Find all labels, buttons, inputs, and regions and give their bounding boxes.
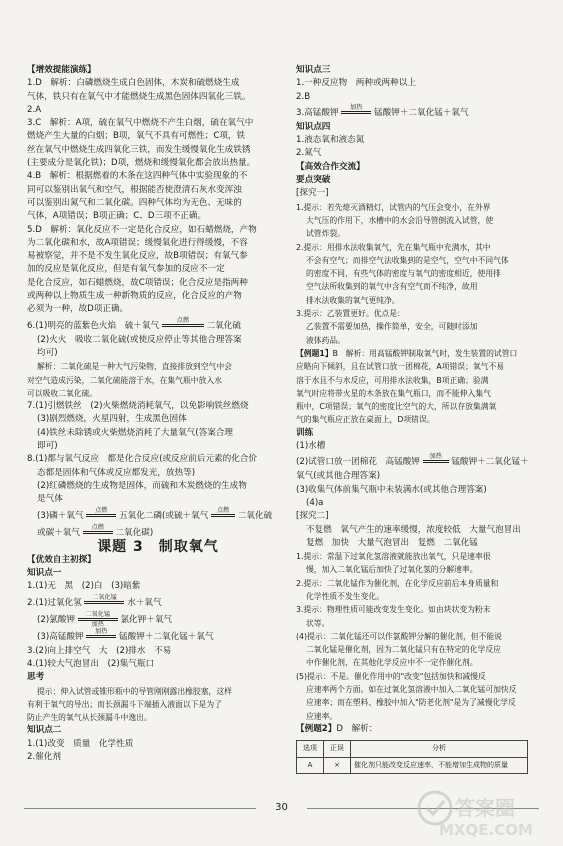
answer-line: 必须为一种，故D项正确。 — [27, 304, 129, 315]
explanation-line: 二氧化锰是催化剂，因为二氧化锰只有在特定的化学反应 — [306, 645, 501, 655]
answer-line: 1.一种反应物 两种或两种以上 — [296, 78, 416, 89]
answer-line: 可以鉴别出氮气和二氧化碳。四种气体均为无色、无味的 — [27, 197, 242, 208]
answer-line: 3.C 解析：A项，硫在氧气中燃烧不产生白烟，硫在氧气中 — [27, 118, 254, 129]
reaction-arrow — [83, 524, 113, 541]
example-text: D 解析： — [336, 723, 378, 734]
explanation-line: 液体药品。 — [306, 335, 345, 345]
answer-line: 气体，A项错误；B项正确；C、D三项不正确。 — [27, 211, 207, 222]
answer-line — [27, 628, 289, 645]
subsection-heading: 训练 — [296, 427, 314, 438]
answer-line — [27, 611, 289, 628]
knowledge-point-heading: 知识点一 — [27, 568, 62, 579]
answer-line: 氧气(或其他合理答案) — [296, 471, 381, 482]
answer-line: 丝在氧气中燃烧生成四氧化三铁，而发生缓慢氧化生成铁锈 — [27, 144, 251, 155]
answer-line: 2.氮气 — [296, 148, 322, 159]
answer-text: (3)高锰酸钾 — [37, 631, 84, 642]
answer-line: (1)水槽 — [296, 441, 326, 452]
table-row — [297, 757, 528, 773]
condition-text: 二氧化锰 — [92, 593, 117, 601]
explanation-line: 化学性质不发生变化。 — [306, 591, 384, 601]
answer-line: (4)铁丝未除锈或火柴燃烧消耗了大量氧气(答案合理 — [37, 427, 233, 438]
answer-line: 7.(1)引燃铁丝 (2)火柴燃烧消耗氧气，以免影响铁丝燃烧 — [27, 401, 249, 412]
condition-blank — [162, 327, 204, 334]
condition-text: 点燃 — [216, 506, 230, 514]
explanation-line: 不会有空气；而排空气法收集到的是空气，空气中不同气体 — [306, 255, 509, 265]
answer-text: (2)氯酸钾 — [37, 614, 75, 625]
knowledge-point-heading: 知识点二 — [27, 725, 62, 736]
answer-line: 气体，铁只有在氧气中才能燃烧生成黑色固体四氧化三铁。 — [27, 91, 251, 102]
left-column — [27, 64, 289, 764]
answer-line — [27, 317, 289, 334]
answer-line: 1.(1)改变 质量 化学性质 — [27, 738, 134, 749]
svg-text:答案圈: 答案圈 — [455, 796, 515, 820]
answer-line: 8.(1)都与氧气反应 都是化合反应(或反应前后元素的化合价 — [27, 454, 257, 465]
condition-blank — [423, 463, 449, 470]
answer-line: 易被察觉，并不是不发生氧化反应，故B项错误；有氧气参 — [27, 251, 248, 262]
answer-line: 复燃 加快 大量气泡冒出 复燃 二氧化锰 — [306, 537, 478, 548]
answer-text: 6.(1)明亮的蓝紫色火焰 硫＋氧气 — [27, 320, 160, 331]
explanation-line: 的密度不同，有些气体的密度与氧气的密度相近，使用排 — [306, 269, 501, 279]
explanation-line: (5)提示：不是。催化作用中的"改变"包括加快和减慢反 — [296, 671, 486, 681]
condition-text: 加热 — [350, 103, 363, 111]
answer-line: 态都是固体和气体或反应都发光，放热等) — [37, 467, 196, 478]
answer-line: (3)剧烈燃烧，火星四射，生成黑色固体 — [37, 414, 187, 425]
answer-line: 1.液态氧和液态氮 — [296, 135, 365, 146]
reaction-arrow — [86, 628, 116, 645]
answer-line: 燃烧产生大量的白烟；B项，氧气不具有可燃性；C项，铁 — [27, 131, 246, 142]
explanation-line: 气的集气瓶应正放在桌面上，D项错误。 — [296, 415, 435, 425]
condition-blank — [84, 604, 124, 611]
answer-text: 2.(1)过氧化氢 — [27, 597, 82, 608]
answer-text: 氯化钾＋氧气 — [120, 614, 173, 625]
explanation-line: 有利于氧气的导出；而长颈漏斗下端插入液面以下是为了 — [27, 699, 222, 709]
answer-line: 不复燃 氧气产生的速率缓慢，浓度较低 大量气泡冒出 — [306, 524, 521, 535]
right-column — [296, 64, 544, 774]
answer-text: 3.高锰酸钾 — [296, 107, 339, 118]
answer-line: (4)a — [306, 497, 324, 508]
answer-line: 即可) — [37, 441, 58, 452]
condition-blank — [211, 517, 235, 524]
analysis-table — [296, 740, 528, 774]
explanation-line: 试管炸裂。 — [306, 229, 345, 239]
answer-line: 加的反应是氧化反应，但是有氧气参加的反应不一定 — [27, 264, 225, 275]
table-cell: × — [324, 757, 351, 773]
explanation-line: 可以吸收二氧化硫。 — [27, 388, 98, 398]
answer-line: 4.(1)较大气泡冒出 (2)集气瓶口 — [27, 658, 155, 669]
answer-line: 4.B 解析：根据燃着的木条在这四种气体中实验现象的不 — [27, 171, 248, 182]
explanation-line: 应略向下倾斜，且在试管口放一团棉花，A项错误；氧气不易 — [296, 362, 505, 372]
example-label: 【例题1】 — [296, 348, 333, 358]
answer-line: (2)火火 吸收二氧化硫(或使反应停止等其他合理答案 — [37, 334, 242, 345]
answer-text: 二氧化硫 — [206, 320, 241, 331]
explanation-line: 2.提示：用排水法收集氧气，先在集气瓶中充满水，其中 — [296, 242, 491, 252]
table-header: 正误 — [324, 741, 351, 757]
explanation-line: 大气压的作用下，水槽中的水会沿导管倒流入试管，使 — [306, 215, 494, 225]
answer-text: (2)试管口放一团棉花 高锰酸钾 — [296, 457, 420, 468]
explanation-line: 氧气时应将带火星的木条放在集气瓶口，而不能伸入集气 — [296, 388, 491, 398]
explanation-line: (4)提示：二氧化锰还可以作氯酸钾分解的催化剂，但不能说 — [296, 631, 502, 641]
answer-line: 1.D 解析：白磷燃烧生成白色固体，木炭和硫燃烧生成 — [27, 78, 240, 89]
answer-line: 1.(1)无 黑 (2)白 (3)暗紫 — [27, 581, 141, 592]
example-label: 【例题2】 — [296, 723, 337, 734]
reaction-arrow — [86, 507, 116, 524]
answer-line: 2.A — [27, 104, 42, 115]
reaction-arrow — [423, 453, 449, 470]
answer-line: 或两种以上物质生成一种新物质的反应，化合反应的产物 — [27, 291, 242, 302]
explanation-line: 应速率两个方面。如在过氧化氢溶液中加入二氧化锰可加快反 — [306, 685, 517, 695]
explanation-line: 瓶中，C项错误；氧气的密度比空气的大，所以存放集满氧 — [296, 402, 497, 412]
condition-text: 点燃 — [176, 316, 190, 324]
answer-line — [296, 104, 544, 121]
answer-line: (2)红磷燃烧的生成物是固体，而硫和木炭燃烧的生成物 — [37, 480, 247, 491]
explanation-line: 溶于水且不与水反应，可用排水法收集，B项正确；验满 — [296, 375, 489, 385]
section-heading: 【增效提能演练】 — [27, 65, 96, 75]
answer-line — [296, 453, 544, 470]
answer-line: 是化合反应，如石蜡燃烧，故C项错误；化合反应是指两种 — [27, 277, 248, 288]
condition-blank — [83, 534, 113, 541]
page-number: 30 — [275, 802, 288, 813]
explanation-line: 应速率；而在塑料、橡胶中加入"防老化剂"是为了减慢化学反 — [306, 698, 516, 708]
explanation-line: 3.提示：物理性质可能改变发生变化。如由块状变为粉末 — [296, 605, 491, 615]
answer-line: 3.(2)向上排空气 大 (2)排水 不易 — [27, 645, 172, 656]
table-header: 选项 — [297, 741, 324, 757]
condition-text: 加热 — [95, 627, 108, 635]
condition-text: 点燃 — [95, 506, 108, 514]
answer-line — [27, 524, 289, 541]
reaction-arrow — [78, 611, 118, 628]
explanation-line: 对空气造成污染，二氧化硫能溶于水，在集气瓶中放入水 — [27, 375, 222, 385]
table-header-row — [297, 741, 528, 757]
answer-text: 或碳＋氧气 — [37, 527, 80, 538]
answer-line: 2.B — [296, 91, 311, 102]
answer-text: 二氧化硫 — [237, 510, 273, 521]
answer-line: 5.D 解析：氧化反应不一定是化合反应，如石蜡燃烧，产物 — [27, 224, 257, 235]
condition-blank — [341, 114, 371, 121]
explanation-line: 解析：二氧化硫是一种大气污染物，直接排放到空气中会 — [37, 362, 232, 372]
answer-text: 水＋氧气 — [127, 597, 162, 608]
reaction-arrow — [84, 594, 124, 611]
condition-blank — [86, 638, 116, 645]
explanation-line: 2.提示：二氧化锰作为催化剂，在化学反应前后本身质量和 — [296, 578, 499, 588]
answer-line: 均可) — [37, 347, 58, 358]
answer-text: 锰酸钾＋二氧化锰＋氧气 — [119, 631, 214, 642]
answer-line — [27, 594, 289, 611]
answer-line: (主要成分是氧化铁)；D项，燃烧和缓慢氧化都会放出热量。 — [27, 158, 256, 169]
explanation-line: 1.提示：常温下过氧化氢溶液就能放出氧气，只是速率很 — [296, 552, 491, 562]
answer-line: 是气体 — [37, 494, 63, 505]
footer-rule-left — [24, 808, 256, 809]
subsection-heading: 要点突破 — [296, 175, 331, 186]
explanation-line: 防止产生的氧气从长颈漏斗中逸出。 — [27, 713, 152, 723]
answer-line: 同可以鉴别出氧气和空气，根据能否使澄清石灰水变浑浊 — [27, 184, 242, 195]
condition-text: 点燃 — [91, 523, 104, 531]
example-line — [296, 347, 544, 360]
subsection-heading: 思考 — [27, 672, 45, 683]
answer-line — [27, 507, 289, 524]
explanation-line: 应速率。 — [306, 711, 338, 721]
condition-blank — [86, 517, 116, 524]
table-header: 分析 — [351, 741, 528, 757]
explanation-line: 状等。 — [306, 618, 330, 628]
explore-tag: [探究一] — [296, 188, 329, 199]
svg-text:MXQE.COM: MXQE.COM — [439, 821, 533, 839]
answer-line: 2.催化剂 — [27, 752, 61, 763]
table-cell: 催化剂只能改变反应速率，不能增加生成物的质量 — [351, 757, 528, 773]
answer-text: 锰酸钾＋二氧化锰＋氧气 — [374, 107, 469, 118]
answer-line: 为二氧化碳和水，故A项错误；缓慢氧化进行得缓慢，不容 — [27, 237, 248, 248]
explanation-line: 3.提示：乙装置更好。优点是： — [296, 309, 405, 319]
explanation-line: 中作催化剂，在其他化学反应中不一定作催化剂。 — [306, 658, 478, 668]
watermark-logo — [413, 788, 553, 840]
explanation-line: 空气法所收集到的氧气中含有空气而不纯净，故用 — [306, 282, 478, 292]
answer-text: 锰酸钾＋二氧化锰＋ — [451, 457, 529, 468]
table-cell: A — [297, 757, 324, 773]
chapter-title: 课题 3 制取氧气 — [97, 538, 219, 555]
explanation-line: 乙装置不需要加热，操作简单，安全，可随时添加 — [306, 322, 478, 332]
answer-text: (3)磷＋氧气 — [37, 510, 84, 521]
condition-text: 加热 — [91, 620, 104, 628]
reaction-arrow — [162, 317, 204, 334]
explanation-line: 排水法收集的氧气更纯净。 — [306, 295, 400, 305]
explanation-line: 提示：伸入试管或锥形瓶中的导管刚刚露出橡胶塞，这样 — [37, 686, 232, 696]
example-text: B 解析：用高锰酸钾制取氧气时，发生装置的试管口 — [332, 348, 518, 358]
answer-text: 二氧化碳) — [115, 527, 154, 538]
explanation-line: 1.提示：若先熄灭酒精灯，试管内的气压会变小，在外界 — [296, 202, 491, 212]
section-heading: 【高效合作交流】 — [296, 161, 365, 172]
knowledge-point-heading: 知识点四 — [296, 121, 331, 132]
knowledge-point-heading: 知识点三 — [296, 65, 331, 75]
example-line — [296, 723, 544, 736]
condition-text: 加热 — [429, 453, 442, 461]
section-heading: 【优效自主初探】 — [27, 554, 96, 565]
reaction-arrow — [211, 507, 235, 524]
reaction-arrow — [341, 104, 371, 121]
explanation-line: 慢，加入二氧化锰后加快了过氧化氢的分解速率。 — [306, 565, 478, 575]
answer-text: 五氧化二磷(或硫＋氧气 — [119, 510, 209, 521]
condition-text: 二氧化锰 — [85, 610, 111, 618]
answer-line: (3)收集气体前集气瓶中未装满水(或其他合理答案) — [296, 484, 487, 495]
explore-tag: [探究二] — [296, 511, 329, 522]
